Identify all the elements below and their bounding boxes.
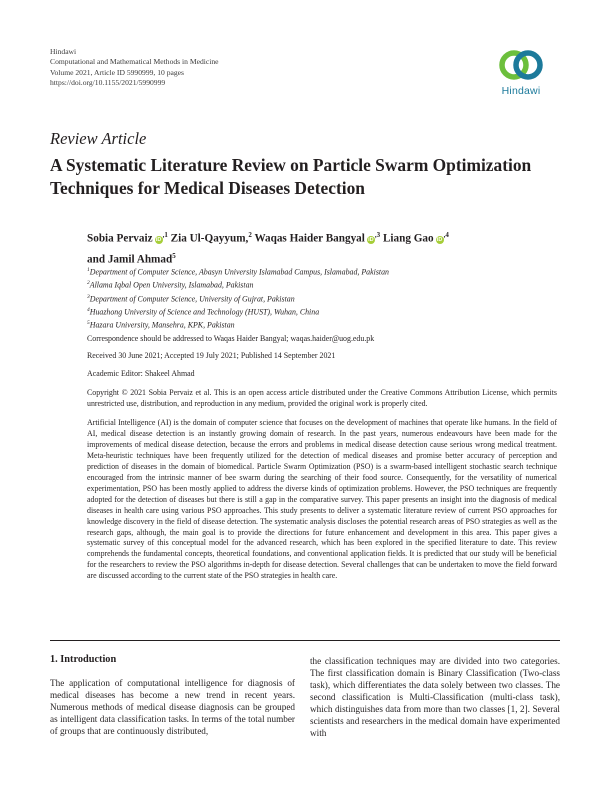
journal-header <box>50 47 219 89</box>
author-affil-num: ,4 <box>443 231 449 239</box>
author-name: Zia Ul-Qayyum, <box>170 232 249 245</box>
volume-info: Volume 2021, Article ID 5990999, 10 pages <box>50 67 184 77</box>
affiliation-item: $^2$Allama Iqbal Open University, Islamabad, Pakistan <box>87 280 254 290</box>
journal-name: Computational and Mathematical Methods in Medicine <box>50 57 219 67</box>
doi-link[interactable]: https://doi.org/10.1155/2021/5990999 <box>50 78 166 88</box>
affiliations <box>87 265 389 332</box>
publisher-name: Hindawi <box>50 47 77 56</box>
publication-dates: Received 30 June 2021; Accepted 19 July 2021; Published 14 September 2021 <box>87 351 336 360</box>
author-name: Waqas Haider Bangyal <box>254 232 365 245</box>
orcid-icon[interactable]: iD <box>436 236 443 243</box>
correspondence-line: Correspondence should be addressed to Waqas Haider Bangyal; waqas.haider@uog.edu.pk <box>87 334 375 343</box>
author-name: Liang Gao <box>382 232 434 245</box>
abstract-text: Artificial Intelligence (AI) is the domain of computer science that focuses on the development of machines that operate like humans. In the field of AI, medical disease detection is an instantly growing domain of research. In the past years, numerous endeavours have been made for the improvements of medical disease detection, because the errors and problems in medical disease detection cause serious wrong medical treatment. Meta-heuristic techniques have been frequently utilized for the detection of medical diseases and promise better accuracy of perception and prediction of diseases in the domain of biomedical. Particle Swarm Optimization (PSO) is a swarm-based intelligent stochastic search technique encouraged from the intrinsic manner of bee swarm during the searching of their food source. Consequently, for the versatility of numerical experimentation, PSO has been mostly applied to address the diverse kinds of optimization problems. However, the PSO techniques are frequently adopted for the detection of diseases but there is still a gap in the comparative survey. This paper presents an insight into the diagnosis of medical diseases in health care using various PSO approaches. This study presents to deliver a systematic literature review of current PSO approaches for knowledge discovery in the field of disease detection. The systematic analysis discloses the potential research areas of PSO strategies as well as the research gaps, although, the main goal is to provide the directions for future enhancement and development in this area. This paper gives a systematic survey of this conceptual model for the advanced research, which has been explored in the specified literature to date. This review comprehends the fundamental concepts, theoretical foundations, and conventional application fields. It is predicted that our study will be beneficial for the researchers to review the PSO algorithms in-depth for disease detection. Several challenges that can be undertaken to move the field forward are discussed according to the current state of the PSO strategies in health care. <box>87 418 557 581</box>
section-divider <box>50 640 560 641</box>
orcid-icon[interactable]: iD <box>155 236 162 243</box>
orcid-icon[interactable]: iD <box>368 236 374 243</box>
intro-paragraph: The application of computational intelligence for diagnosis of medical diseases has become a new trend in recent years. Numerous methods of medical disease diagnosis can be grouped as intelligent data classification tasks. In terms of the total number of groups that are continuously distributed, <box>50 678 295 736</box>
author-affil-num: 5 <box>172 251 176 260</box>
author-affil-num: ,1 <box>162 231 168 239</box>
section-heading: 1. Introduction <box>50 654 117 665</box>
affiliation-item: $^3$Department of Computer Science, University of Gujrat, Pakistan <box>87 293 295 304</box>
affiliation-item: $^5$Hazara University, Mansehra, KPK, Pakistan <box>87 320 235 330</box>
article-title: A Systematic Literature Review on Particle Swarm Optimization Techniques for Medical Diseases Detection <box>50 155 532 198</box>
affiliation-item: $^4$Huazhong University of Science and Technology (HUST), Wuhan, China <box>87 306 320 317</box>
hindawi-logo <box>496 46 546 97</box>
hindawi-logo-icon <box>499 46 543 84</box>
copyright-notice: Copyright © 2021 Sobia Pervaiz et al. This is an open access article distributed under the Creative Commons Attribution License, which permits unrestricted use, distribution, and reproduction in any medium, provided the original work is properly cited. <box>87 388 557 408</box>
intro-right-column: the classification techniques may are divided into two categories. The first classification domain is Binary Classification (Two-class task), which differentiates the data solely between two classes. The second classification is Multi-Classification (multi-class task), which distinguishes data from more than two classes [1, 2]. Several scientists and researchers in the medical domain have experimented with <box>310 656 560 738</box>
affiliation-item: $^1$Department of Computer Science, Abasyn University Islamabad Campus, Islamabad, Pakistan <box>87 267 389 277</box>
author-affil-num: 2 <box>248 231 252 239</box>
author-name: Sobia Pervaiz <box>87 232 153 245</box>
logo-wordmark: Hindawi <box>501 85 541 97</box>
author-name: and Jamil Ahmad <box>87 253 173 266</box>
author-list <box>87 227 557 268</box>
article-type: Review Article <box>50 129 147 148</box>
academic-editor: Academic Editor: Shakeel Ahmad <box>87 369 195 378</box>
author-affil-num: ,3 <box>374 231 381 239</box>
intro-left-column <box>50 654 295 737</box>
